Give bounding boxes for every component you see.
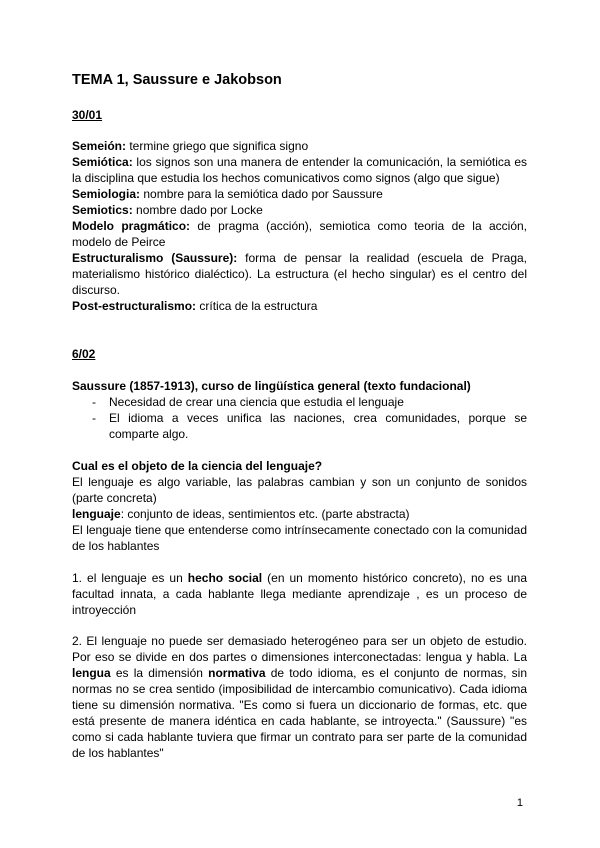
- definition-item: Semeión: termine griego que significa signo: [72, 139, 309, 153]
- definitions-list: [72, 138, 527, 314]
- document-title: TEMA 1, Saussure e Jakobson: [72, 72, 282, 88]
- definition-item: Estructuralismo (Saussure): forma de pensar la realidad (escuela de Praga, materialismo histórico dialéctico). La estructura (el hecho singular) es el centro del discurso.: [72, 251, 527, 297]
- section-heading: Saussure (1857-1913), curso de lingüística general (texto fundacional): [72, 379, 471, 393]
- definition-item: Post-estructuralismo: crítica de la estructura: [72, 299, 318, 313]
- section-heading: Cual es el objeto de la ciencia del lenguaje?: [72, 459, 323, 473]
- date-heading: 6/02: [72, 347, 96, 361]
- list-item: - Necesidad de crear una ciencia que estudia el lenguaje: [92, 395, 404, 409]
- paragraph: 1. el lenguaje es un hecho social (en un momento histórico concreto), no es una facultad innata, a cada hablante llega mediante aprendizaje , es un proceso de introyección: [72, 571, 527, 617]
- paragraph: El lenguaje es algo variable, las palabras cambian y son un conjunto de sonidos (parte concreta): [72, 475, 527, 505]
- definition-item: Semiótica: los signos son una manera de entender la comunicación, la semiótica es la disciplina que estudia los hechos comunicativos como signos (algo que sigue): [72, 155, 527, 185]
- bullet-dash: -: [92, 395, 96, 409]
- bullet-dash: -: [92, 411, 96, 425]
- date-heading: 30/01: [72, 108, 103, 122]
- list-item: - El idioma a veces unifica las naciones, crea comunidades, porque se comparte algo.: [92, 411, 527, 441]
- bullet-list: [72, 394, 527, 442]
- definition-item: Semiotics: nombre dado por Locke: [72, 203, 263, 217]
- paragraph: 2. El lenguaje no puede ser demasiado heterogéneo para ser un objeto de estudio. Por eso se divide en dos partes o dimensiones interconectadas: lengua y habla. La lengua es la dimensión normativa de todo idioma, es el conjunto de normas, sin normas no se crea sentido (imposibilidad de intercambio comunicativo). Cada idioma tiene su dimensión normativa. "Es como si fuera un diccionario de formas, etc. que está presente de manera idéntica en cada hablante, se introyecta." (Saussure) "es como si cada hablante tuviera que firmar un contrato para ser parte de la comunidad de los hablantes": [72, 634, 528, 760]
- definition-item: Modelo pragmático: de pragma (acción), semiotica como teoria de la acción, modelo de Peirce: [72, 219, 527, 249]
- definition-item: Semiologia: nombre para la semiótica dado por Saussure: [72, 187, 383, 201]
- paragraph: lenguaje: conjunto de ideas, sentimientos etc. (parte abstracta): [72, 507, 410, 521]
- page-number: 1: [516, 797, 523, 809]
- paragraph: El lenguaje tiene que entenderse como intrínsecamente conectado con la comunidad de los hablantes: [72, 523, 527, 553]
